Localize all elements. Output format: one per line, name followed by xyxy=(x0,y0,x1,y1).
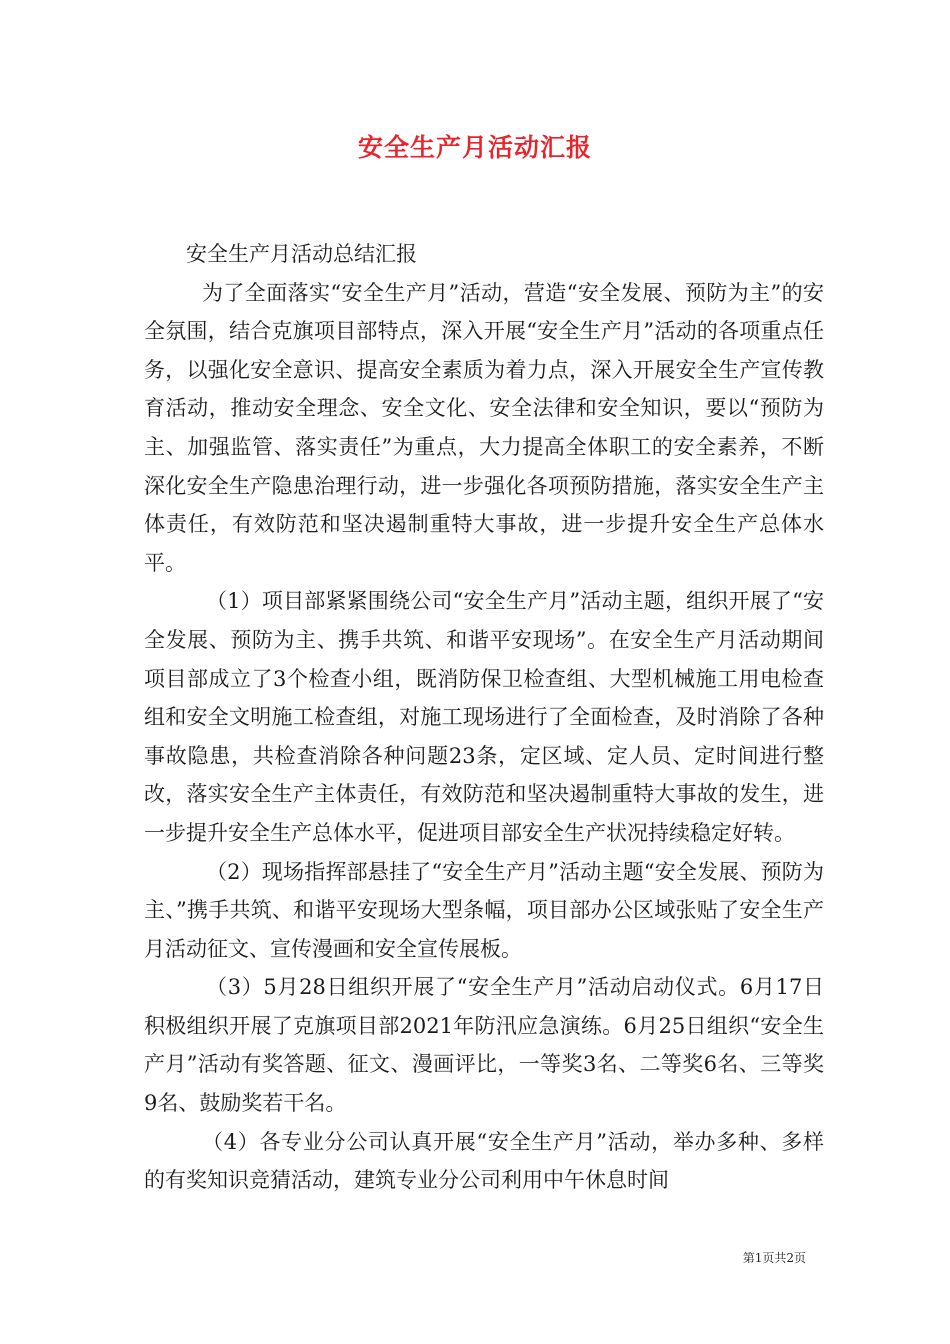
document-body xyxy=(144,235,824,1200)
document-subheading: 安全生产月活动总结汇报 xyxy=(186,242,417,266)
paragraph-item-2: （2）现场指挥部悬挂了“安全生产月”活动主题“安全发展、预防为主、”携手共筑、和谐平安现场大型条幅，项目部办公区域张贴了安全生产月活动征文、宣传漫画和安全宣传展板。 xyxy=(144,859,824,961)
paragraph-intro: 为了全面落实“安全生产月”活动，营造“安全发展、预防为主”的安全氛围，结合克旗项目部特点，深入开展“安全生产月”活动的各项重点任务，以强化安全意识、提高安全素质为着力点，深入开展安全生产宣传教育活动，推动安全理念、安全文化、安全法律和安全知识，要以“预防为主、加强监管、落实责任”为重点，大力提高全体职工的安全素养，不断深化安全生产隐患治理行动，进一步强化各项预防措施，落实安全生产主体责任，有效防范和坚决遏制重特大事故，进一步提升安全生产总体水平。 xyxy=(144,280,824,575)
document-title: 安全生产月活动汇报 xyxy=(357,133,592,162)
paragraph-item-4: （4）各专业分公司认真开展“安全生产月”活动，举办多种、多样的有奖知识竞猜活动，建筑专业分公司利用中午休息时间 xyxy=(144,1129,824,1193)
page-number-footer: 第1页共2页 xyxy=(742,1251,806,1265)
paragraph-item-1: （1）项目部紧紧围绕公司“安全生产月”活动主题，组织开展了“安全发展、预防为主、携手共筑、和谐平安现场”。在安全生产月活动期间项目部成立了3个检查小组，既消防保卫检查组、大型机械施工用电检查组和安全文明施工检查组，对施工现场进行了全面检查，及时消除了各种事故隐患，共检查消除各种问题23条，定区域、定人员、定时间进行整改，落实安全生产主体责任，有效防范和坚决遏制重特大事故的发生，进一步提升安全生产总体水平，促进项目部安全生产状况持续稳定好转。 xyxy=(144,589,824,845)
paragraph-item-3: （3）5月28日组织开展了“安全生产月”活动启动仪式。6月17日积极组织开展了克旗项目部2021年防汛应急演练。6月25日组织“安全生产月”活动有奖答题、征文、漫画评比，一等奖3名、二等奖6名、三等奖9名、鼓励奖若干名。 xyxy=(144,975,824,1116)
